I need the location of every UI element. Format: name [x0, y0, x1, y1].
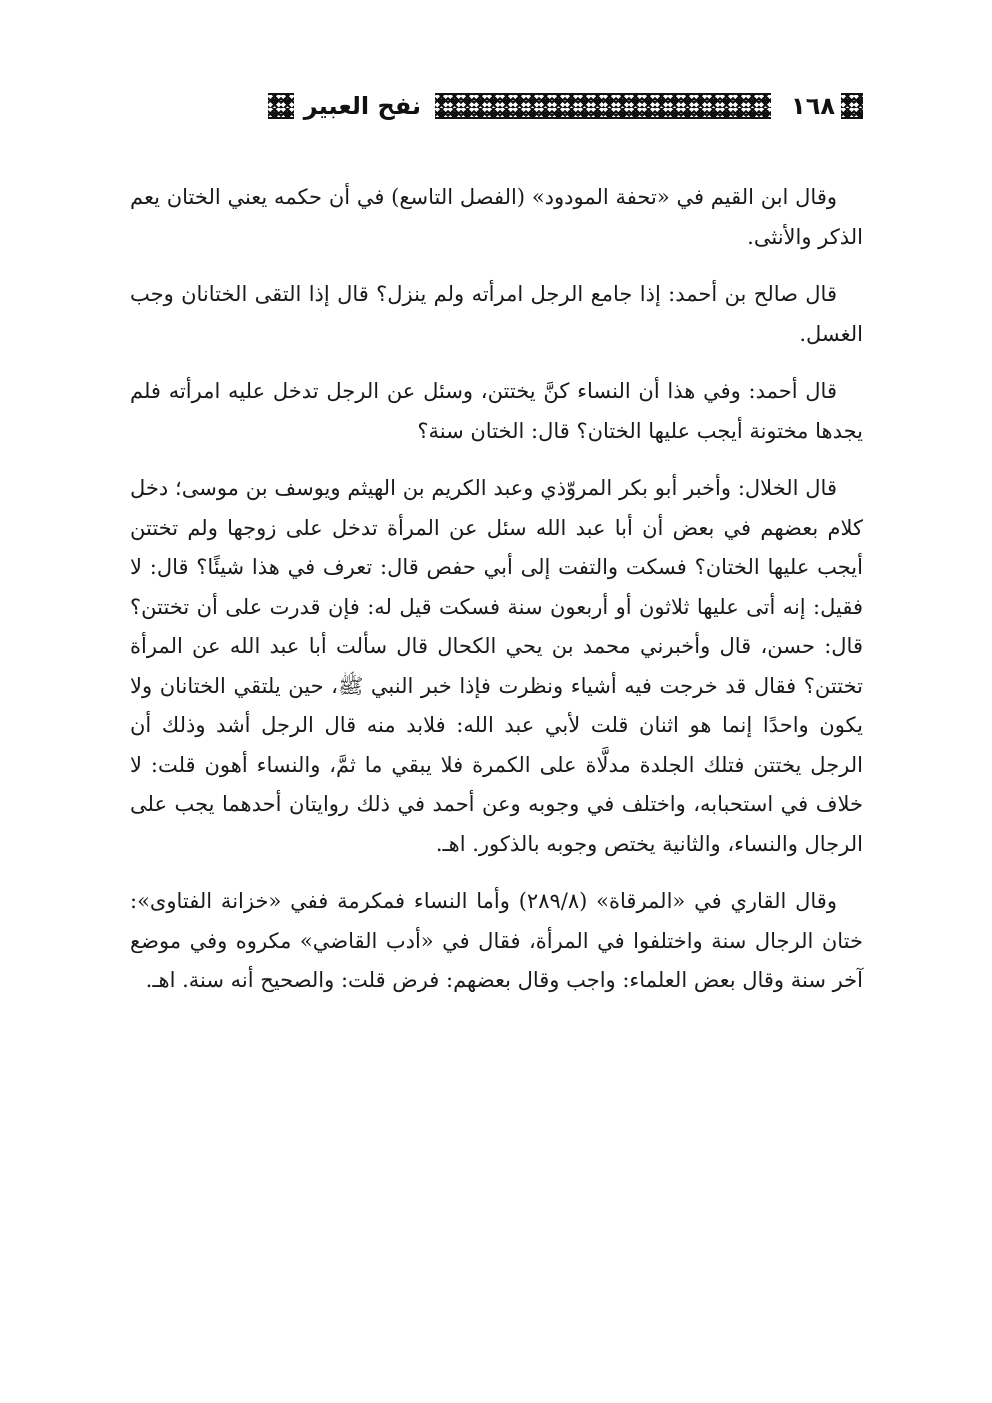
ornament-border-middle — [603, 93, 771, 119]
page-header — [130, 86, 863, 126]
paragraph-salih: قال صالح بن أحمد: إذا جامع الرجل امرأته ولم ينزل؟ قال إذا التقى الختانان وجب الغسل. — [130, 282, 863, 346]
ornament-border-middle-2 — [435, 93, 603, 119]
ornament-border-right — [841, 93, 863, 119]
paragraph-ahmad: قال أحمد: وفي هذا أن النساء كنَّ يختتن، وسئل عن الرجل تدخل عليه امرأته فلم يجدها مختونة أيجب عليها الختان؟ قال: الختان سنة؟ — [130, 379, 863, 443]
paragraph-ibn-qayyim: وقال ابن القيم في «تحفة المودود» (الفصل التاسع) في أن حكمه يعني الختان يعم الذكر والأنثى. — [130, 185, 863, 249]
page-number: ١٦٨ — [791, 92, 835, 120]
page-body — [130, 178, 863, 1019]
paragraph-khallal: قال الخلال: وأخبر أبو بكر المروّذي وعبد الكريم بن الهيثم ويوسف بن موسى؛ دخل كلام بعضهم في بعض أن أبا عبد الله سئل عن المرأة تدخل على زوجها ولم تختتن أيجب عليها الختان؟ فسكت والتفت إلى أبي حفص قال: تعرف في هذا شيئًا؟ قال: لا فقيل: إنه أتى عليها ثلاثون أو أربعون سنة فسكت قيل له: فإن قدرت على أن تختتن؟ قال: حسن، قال وأخبرني محمد بن يحي الكحال قال سألت أبا عبد الله عن المرأة تختتن؟ فقال قد خرجت فيه أشياء ونظرت فإذا خبر النبي ﷺ، حين يلتقي الختانان ولا يكون واحدًا إنما هو اثنان قلت لأبي عبد الله: فلابد منه قال الرجل أشد وذلك أن الرجل يختتن فتلك الجلدة مدلَّاة على الكمرة فلا يبقي ما ثمَّ، والنساء أهون قلت: لا خلاف في استحبابه، واختلف في وجوبه وعن أحمد في ذلك روايتان أحدهما يجب على الرجال والنساء، والثانية يختص وجوبه بالذكور. اهـ. — [130, 476, 863, 856]
ornament-border-left — [268, 93, 294, 119]
book-title: نفح العبير — [303, 92, 422, 120]
paragraph-qari: وقال القاري في «المرقاة» (٢٨٩/٨) وأما النساء فمكرمة ففي «خزانة الفتاوى»: ختان الرجال سنة واختلفوا في المرأة، فقال في «أدب القاضي» مكروه وفي موضع آخر سنة وقال بعض العلماء: واجب وقال بعضهم: فرض قلت: والصحيح أنه سنة. اهـ. — [130, 889, 863, 992]
